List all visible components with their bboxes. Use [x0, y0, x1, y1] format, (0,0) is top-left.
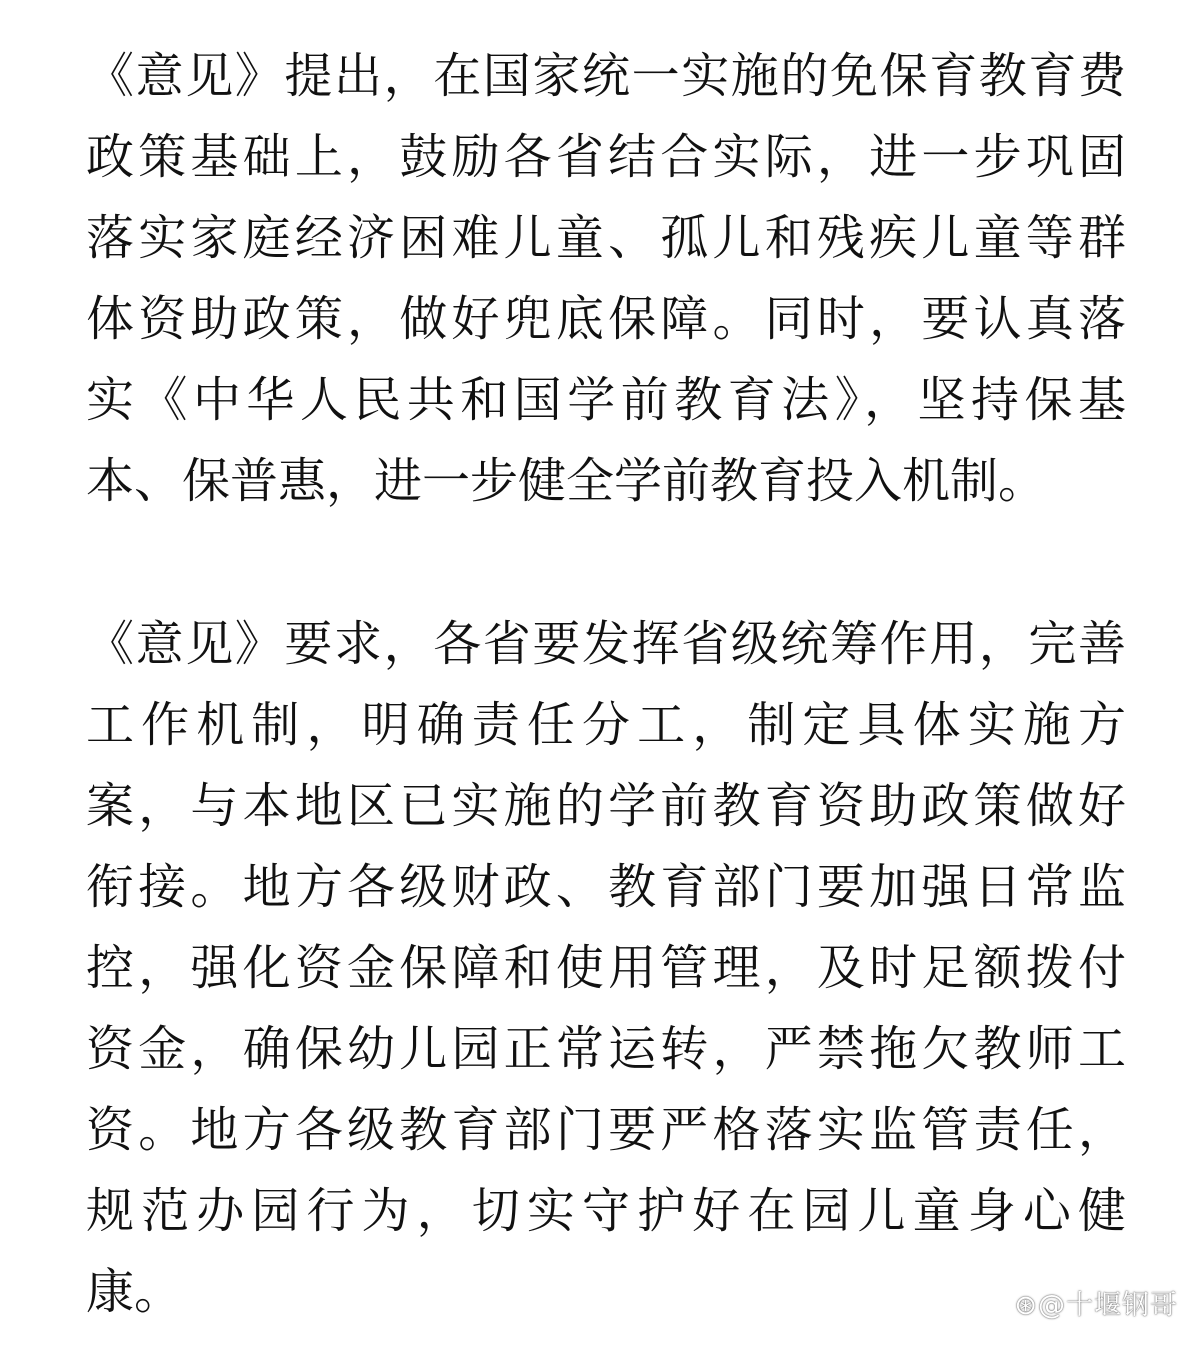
paragraph-spacer [86, 522, 1126, 604]
text-line: 控，强化资金保障和使用管理，及时足额拨付 [86, 940, 1126, 996]
text-line: 工作机制，明确责任分工，制定具体实施方 [86, 697, 1126, 753]
text-line: 衔接。地方各级财政、教育部门要加强日常监 [86, 859, 1126, 915]
text-line: 体资助政策，做好兜底保障。同时，要认真落 [86, 291, 1126, 347]
text-line: 规范办园行为，切实守护好在园儿童身心健 [86, 1183, 1126, 1239]
text-line: 落实家庭经济困难儿童、孤儿和残疾儿童等群 [86, 210, 1126, 266]
author-watermark: ⊛@十堰钢哥 [1014, 1290, 1178, 1321]
text-line: 资金，确保幼儿园正常运转，严禁拖欠教师工 [86, 1021, 1126, 1077]
text-line: 政策基础上，鼓励各省结合实际，进一步巩固 [86, 129, 1126, 185]
paragraph-2 [86, 604, 1126, 1333]
text-line: 康。 [86, 1264, 183, 1320]
text-line: 《意见》提出，在国家统一实施的免保育教育费 [86, 48, 1126, 104]
text-line: 案，与本地区已实施的学前教育资助政策做好 [86, 778, 1126, 834]
text-line: 实《中华人民共和国学前教育法》，坚持保基 [86, 372, 1126, 428]
text-line: 《意见》要求，各省要发挥省级统筹作用，完善 [86, 616, 1126, 672]
paragraph-1 [86, 36, 1126, 522]
text-line: 资。地方各级教育部门要严格落实监管责任， [86, 1102, 1126, 1158]
article-body [86, 36, 1126, 1333]
text-line: 本、保普惠，进一步健全学前教育投入机制。 [86, 453, 1047, 509]
